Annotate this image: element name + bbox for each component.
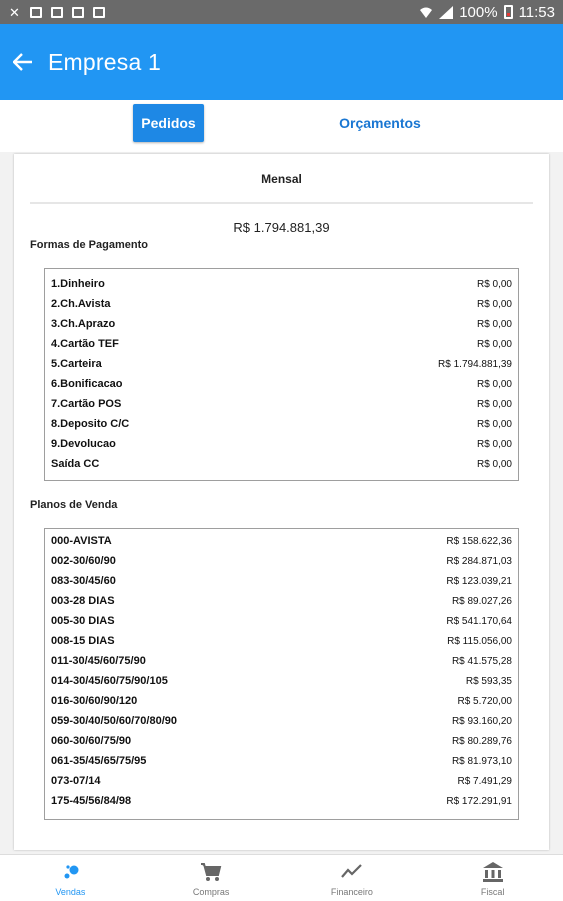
page-title: Empresa 1 [48,48,162,75]
app-bar [0,24,563,100]
list-item [51,571,512,591]
wifi-icon [419,6,433,19]
list-item-label: 014-30/45/60/75/90/105 [51,675,168,687]
list-item-label: 7.Cartão POS [51,398,122,410]
bank-icon [482,861,504,883]
list-item-label: 2.Ch.Avista [51,298,111,310]
chat-notification-icon [72,7,84,18]
image-notification-icon [30,7,42,18]
divider [30,202,533,204]
nav-vendas-label: Vendas [55,887,86,897]
total-value: R$ 1.794.881,39 [233,220,330,235]
list-item [51,791,512,811]
list-item [51,551,512,571]
list-item-value: R$ 93.160,20 [451,715,512,727]
list-item-value: R$ 172.291,91 [446,795,512,807]
bottom-navigation [0,854,563,901]
tab-bar [0,100,563,152]
nav-compras[interactable] [141,855,282,901]
list-item-value: R$ 284.871,03 [446,555,512,567]
list-item-label: 5.Carteira [51,358,102,370]
list-item [51,631,512,651]
list-item-label: 6.Bonificacao [51,378,123,390]
formas-pagamento-box [44,268,519,481]
list-item-value: R$ 123.039,21 [446,575,512,587]
list-item-value: R$ 81.973,10 [451,755,512,767]
list-item-value: R$ 41.575,28 [451,655,512,667]
battery-percentage: 100% [459,3,498,21]
list-item [51,274,512,294]
list-item [51,691,512,711]
signal-icon [439,6,453,19]
list-item [51,731,512,751]
list-item-label: 060-30/60/75/90 [51,735,132,747]
list-item-label: 4.Cartão TEF [51,338,119,350]
list-item-label: 000-AVISTA [51,535,112,547]
list-item-label: 073-07/14 [51,775,101,787]
planos-venda-title: Planos de Venda [30,499,118,511]
list-item-label: 3.Ch.Aprazo [51,318,116,330]
missed-call-icon: ✕ [9,4,20,20]
list-item-label: 175-45/56/84/98 [51,795,132,807]
list-item-value: R$ 0,00 [476,378,512,390]
list-item [51,591,512,611]
nav-financeiro[interactable] [282,855,423,901]
list-item-value: R$ 0,00 [476,458,512,470]
list-item-value: R$ 541.170,64 [446,615,512,627]
list-item [51,771,512,791]
period-label: Mensal [261,172,302,186]
list-item [51,751,512,771]
list-item-value: R$ 7.491,29 [457,775,512,787]
list-item [51,374,512,394]
cart-icon [200,861,222,883]
nav-financeiro-label: Financeiro [330,887,373,897]
list-item-label: 083-30/45/60 [51,575,116,587]
trend-line-icon [341,861,363,883]
list-item-label: 9.Devolucao [51,438,116,450]
nav-compras-label: Compras [192,887,230,897]
list-item-label: 061-35/45/65/75/95 [51,755,147,767]
list-item [51,531,512,551]
list-item-value: R$ 0,00 [476,418,512,430]
list-item-value: R$ 0,00 [476,338,512,350]
list-item [51,611,512,631]
battery-icon [504,5,513,19]
list-item-value: R$ 0,00 [476,298,512,310]
clock: 11:53 [518,3,555,21]
list-item-label: 003-28 DIAS [51,595,115,607]
list-item-label: 059-30/40/50/60/70/80/90 [51,715,178,727]
list-item [51,651,512,671]
list-item-label: Saída CC [51,458,100,470]
list-item [51,314,512,334]
nav-fiscal[interactable] [422,855,563,901]
message-notification-icon [51,7,63,18]
list-item [51,414,512,434]
list-item [51,434,512,454]
list-item-value: R$ 1.794.881,39 [438,358,512,370]
email-notification-icon [93,7,105,18]
nav-vendas[interactable] [0,855,141,901]
list-item-value: R$ 593,35 [465,675,512,687]
list-item-label: 8.Deposito C/C [51,418,130,430]
back-arrow-icon[interactable] [12,51,34,73]
list-item-label: 005-30 DIAS [51,615,115,627]
formas-pagamento-title: Formas de Pagamento [30,239,148,251]
nav-fiscal-label: Fiscal [480,887,505,897]
list-item-value: R$ 80.289,76 [451,735,512,747]
list-item-value: R$ 158.622,36 [446,535,512,547]
list-item-value: R$ 0,00 [476,398,512,410]
list-item-value: R$ 89.027,26 [451,595,512,607]
list-item-value: R$ 0,00 [476,278,512,290]
list-item-label: 008-15 DIAS [51,635,115,647]
list-item [51,394,512,414]
list-item-label: 011-30/45/60/75/90 [51,655,146,667]
list-item [51,711,512,731]
list-item [51,354,512,374]
list-item-value: R$ 115.056,00 [447,635,512,647]
list-item-value: R$ 5.720,00 [457,695,512,707]
list-item [51,671,512,691]
list-item-label: 002-30/60/90 [51,555,116,567]
list-item-value: R$ 0,00 [476,318,512,330]
summary-card [14,154,549,850]
tab-orcamentos[interactable]: Orçamentos [339,115,421,131]
notification-icons [8,6,105,18]
sales-dots-icon [59,861,81,883]
list-item [51,454,512,474]
planos-venda-box [44,528,519,820]
list-item [51,334,512,354]
list-item [51,294,512,314]
list-item-value: R$ 0,00 [476,438,512,450]
list-item-label: 016-30/60/90/120 [51,695,138,707]
status-bar [0,0,563,24]
list-item-label: 1.Dinheiro [51,278,105,290]
tab-pedidos[interactable]: Pedidos [133,104,204,142]
